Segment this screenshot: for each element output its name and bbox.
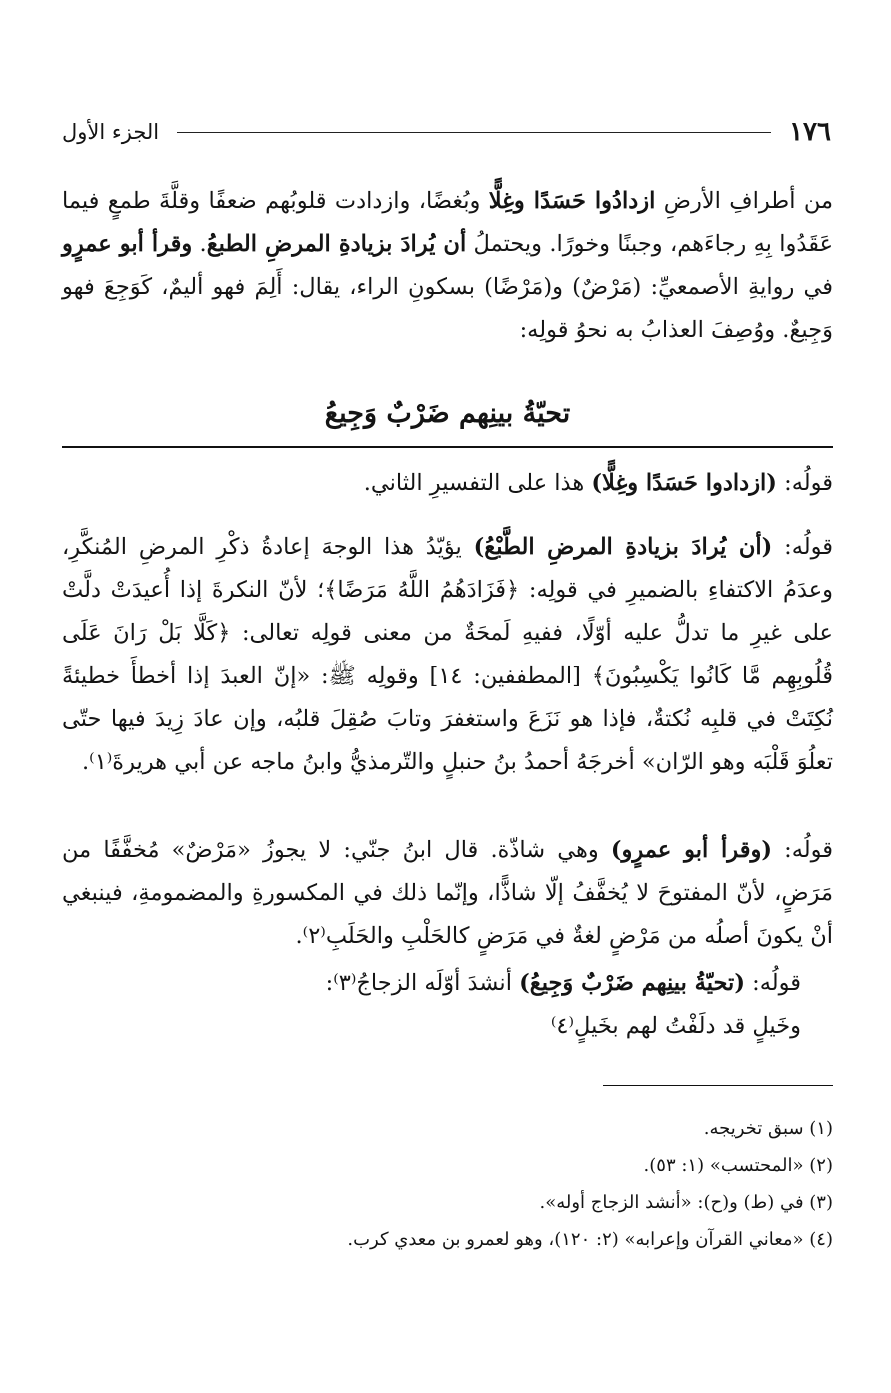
verse-line: وخَيلٍ قد دلَفْتُ لهم بخَيلٍ⁽٤⁾ [550,1013,801,1039]
commentary-label: قولُه: [771,837,833,863]
commentary-paragraph [62,526,833,784]
text-run: . [192,231,207,257]
text-run: من أطرافِ الأرضِ [655,188,833,214]
text-run: أنشدَ أوّلَه الزجاجُ⁽٣⁾: [325,970,520,996]
commentary-4 [62,962,833,1048]
page-number: ١٧٦ [789,117,831,147]
text-run: وهي شاذّة. قال ابنُ جنّي: لا يجوزُ «مَرْضٌ» مُخفَّفًا من مَرَضٍ، لأنّ المفتوحَ لا يُخفَّفُ إلّا شاذًّا، وإنّما ذلك في المكسورةِ والمضمومةِ، فينبغي أنْ يكونَ أصلُه من مَرْضٍ لغةٌ في مَرَضٍ كالحَلْبِ والحَلَبِ⁽٢⁾. [62,837,833,949]
bold-phrase: أن يُرادَ بزيادةِ المرضِ الطبعُ [206,231,467,257]
commentary-label: قولُه: [744,970,801,996]
bold-phrase: ازدادُوا حَسَدًا وغِلًّا [488,188,656,214]
header-rule [177,132,771,133]
running-title: الجزء الأول [62,120,160,144]
commentary-label: قولُه: [776,470,833,496]
commentary-2 [62,526,833,784]
quoted-lemma: (أن يُرادَ بزيادةِ المرضِ الطَّبْعُ) [473,534,773,560]
text-run: يؤيّدُ هذا الوجهَ إعادةُ ذكْرِ المرضِ المُنكَّرِ، وعدَمُ الاكتفاءِ بالضميرِ في قولِه: ﴿فَزَادَهُمُ اللَّهُ مَرَضًا﴾؛ لأنّ النكرةَ إذا أُعيدَتْ دلَّتْ على غيرِ ما تدلُّ عليه أوّلًا، ففيهِ لَمحَةٌ من معنى قولِه تعالى: ﴿كَلَّا بَلْ رَانَ عَلَى قُلُوبِهِم مَّا كَانُوا يَكْسِبُونَ﴾ [المطففين: ١٤] وقولِه ﷺ: «إنّ العبدَ إذا أخطأَ خطيئةً نُكِتَتْ في قلبِه نُكتةٌ، فإذا هو نَزَعَ واستغفرَ وتابَ صُقِلَ قلبُه، وإن عادَ زِيدَ فيها حتّى تعلُوَ قَلْبَه وهو الرّان» أخرجَهُ أحمدُ بنُ حنبلٍ والتّرمذيُّ وابنُ ماجه عن أبي هريرةَ⁽١⁾. [62,534,833,775]
poetry-verse: تحيّةُ بينِهم ضَرْبٌ وَجِيعُ [324,398,571,429]
quoted-lemma: (وقرأ أبو عمرٍو) [610,837,772,863]
commentary-1 [62,462,833,505]
quoted-lemma: (ازدادوا حَسَدًا وغِلًّا) [591,470,777,496]
footnote-divider [603,1085,833,1086]
footnote: (١) سبق تخريجه. [703,1118,833,1139]
footnote: (٢) «المحتسب» (١: ٥٣). [643,1155,833,1176]
footnote: (٤) «معاني القرآن وإعرابه» (٢: ١٢٠)، وهو لعمرو بن معدي كرب. [347,1229,833,1250]
section-divider [62,446,833,448]
quoted-lemma: (تحيّةُ بينِهم ضَرْبٌ وَجِيعُ) [519,970,745,996]
text-run: في روايةِ الأصمعيِّ: (مَرْضٌ) و(مَرْضًا) بسكونِ الراء، يقال: أَلِمَ فهو أليمٌ، كَوَجِعَ فهو وَجِيعٌ. ووُصِفَ العذابُ به نحوُ قولِه: [62,274,833,343]
commentary-label: قولُه: [772,534,834,560]
footnote: (٣) في (ط) و(ح): «أنشد الزجاج أوله». [539,1192,833,1213]
text-run: هذا على التفسيرِ الثاني. [363,470,592,496]
text-run: وبُغضًا، وازدادت قلوبُهم ضعفًا وقلَّةَ طمعٍ فيما عَقَدُوا بِهِ رجاءَهم، وجبنًا وخورًا. ويحتملُ [62,188,834,257]
commentary-3 [62,829,833,958]
main-text [62,180,833,352]
footnotes [62,1110,833,1258]
page-header [62,112,831,152]
commentary-paragraph [62,829,833,958]
main-paragraph [62,180,833,352]
commentary-paragraph [62,462,833,505]
bold-phrase: وقرأ أبو عمرٍو [62,231,193,257]
commentary-paragraph [62,962,801,1005]
